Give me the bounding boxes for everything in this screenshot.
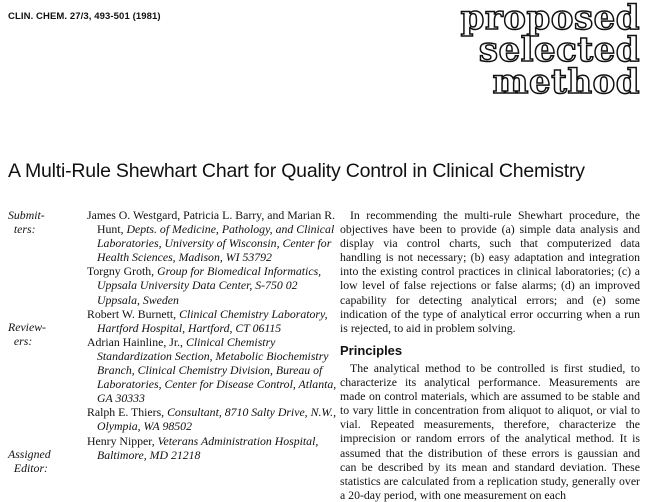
stamp-line-2: selected xyxy=(478,30,640,70)
reviewer-names: Robert W. Burnett, xyxy=(87,306,180,321)
reviewer-entry xyxy=(87,335,337,405)
author-names: Torgny Groth, xyxy=(87,264,158,279)
intro-paragraph: In recommending the multi-rule Shewhart procedure, the objectives have been to provide (a) simple data analysis and display via control charts, such that computerized data handling is not necessary; (b) easy adaptation and integration into the existing control practices in clinical laboratories; (c) a low level of false rejections or false alarms; (d) an improved capability for detecting analytical errors; and (e) some indication of the type of analytical error occurring when a run is rejected, to aid in problem solving. xyxy=(340,208,640,335)
author-names: James O. Westgard, Patricia L. Barry, and Marian R. Hunt, xyxy=(87,208,336,237)
body-column xyxy=(340,208,640,502)
stamp-line-3: method xyxy=(492,62,640,102)
editor-names: Henry Nipper, xyxy=(87,433,158,448)
reviewer-affiliation: Clinical Chemistry Standardization Section, Metabolic Biochemistry Branch, Clinical Chemistry Division, Bureau of Laboratories, Center for Disease Control, Atlanta, GA 30333 xyxy=(97,334,337,406)
author-affiliation: Group for Biomedical Informatics, Uppsala University Data Center, S-750 02 Uppsala, Sweden xyxy=(97,264,322,307)
principles-paragraph: The analytical method to be controlled is first studied, to characterize its analytical performance. Measurements are made on control materials, which are assumed to be stable and to vary little in concentration from aliquot to aliquot, or vial to vial. Repeated measurements, therefore, characterize the imprecision or random errors of the analytical method. It is assumed that the distribution of these errors is gaussian and can be described by its mean and standard deviation. These statistics are calculated from a replication study, generally over a 20-day period, with one measurement on each xyxy=(340,360,640,502)
role-assigned-editor: Assigned Editor: xyxy=(8,447,51,476)
article-title: A Multi-Rule Shewhart Chart for Quality Control in Clinical Chemistry xyxy=(8,160,585,182)
reviewer-entry xyxy=(87,405,337,433)
reviewer-affiliation: Consultant, 8710 Salty Drive, N.W., Olympia, WA 98502 xyxy=(97,405,337,434)
reviewer-affiliation: Clinical Chemistry Laboratory, Hartford Hospital, Hartford, CT 06115 xyxy=(97,306,328,335)
author-affiliation: Depts. of Medicine, Pathology, and Clinical Laboratories, University of Wisconsin, Center for Health Sciences, Madison, WI 53792 xyxy=(97,222,335,265)
editor-affiliation: Veterans Administration Hospital, Baltimore, MD 21218 xyxy=(97,433,319,462)
role-reviewers: Review- ers: xyxy=(8,320,46,349)
editor-entry xyxy=(87,434,337,462)
journal-citation: CLIN. CHEM. 27/3, 493-501 (1981) xyxy=(8,11,161,22)
reviewer-entry xyxy=(87,307,337,335)
author-list xyxy=(87,208,337,462)
author-entry xyxy=(87,208,337,264)
reviewer-names: Ralph E. Thiers, xyxy=(87,405,168,420)
reviewer-names: Adrian Hainline, Jr., xyxy=(87,334,186,349)
role-submitters: Submit- ters: xyxy=(8,208,45,237)
section-heading-principles: Principles xyxy=(340,342,403,358)
stamp-line-1: proposed xyxy=(460,0,640,38)
proposed-selected-method-stamp xyxy=(440,0,640,102)
author-entry xyxy=(87,264,337,306)
